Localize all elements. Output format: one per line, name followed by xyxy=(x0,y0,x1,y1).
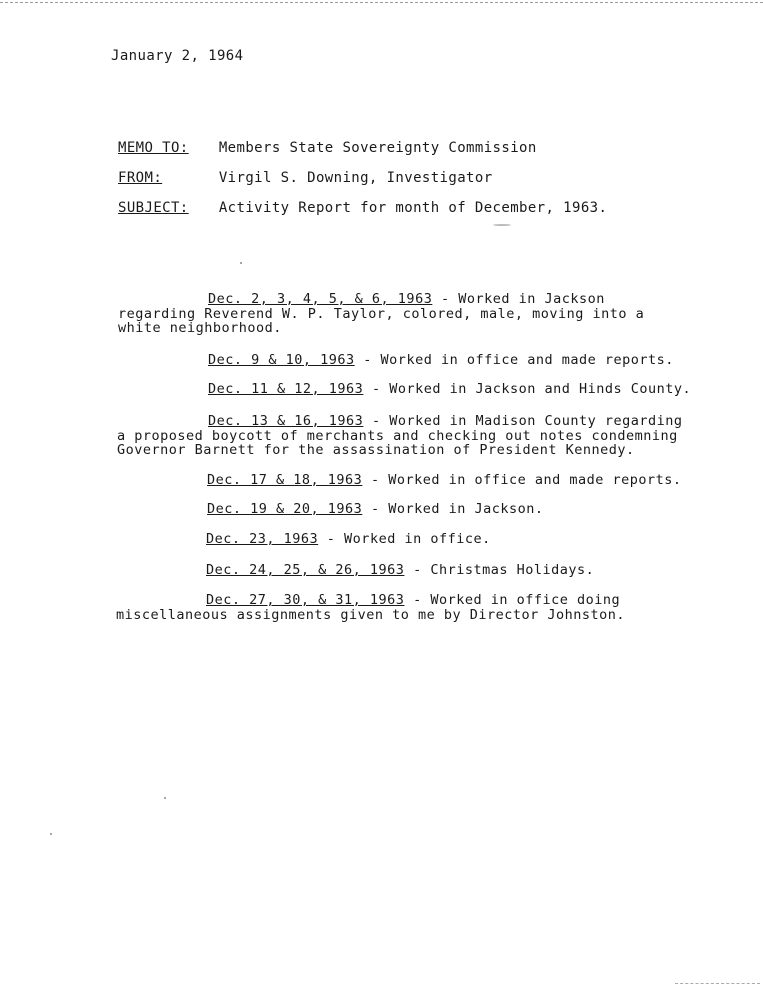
memo-subject-label: SUBJECT: xyxy=(118,200,189,216)
memo-from-label: FROM: xyxy=(118,170,163,186)
scan-speck xyxy=(164,797,166,799)
entry-9-first-line xyxy=(206,593,620,608)
entry-6-first-line xyxy=(207,502,544,517)
memo-from-row xyxy=(118,170,493,186)
entry-7-first-line xyxy=(206,532,491,547)
entry-4-cont-2: Governor Barnett for the assassination of President Kennedy. xyxy=(117,442,635,458)
entry-7-text: - Worked in office. xyxy=(318,531,491,547)
memo-to-label: MEMO TO: xyxy=(118,140,189,156)
scan-speck xyxy=(240,262,242,264)
entry-9-text: - Worked in office doing xyxy=(404,592,621,608)
page-top-edge xyxy=(0,2,763,3)
entry-3-text: - Worked in Jackson and Hinds County. xyxy=(363,381,692,397)
entry-2-date: Dec. 9 & 10, 1963 xyxy=(208,352,355,368)
entry-9-cont-1: miscellaneous assignments given to me by Director Johnston. xyxy=(116,607,626,623)
memo-date: January 2, 1964 xyxy=(111,48,244,64)
entry-4-text: - Worked in Madison County regarding xyxy=(363,413,683,429)
entry-8-text: - Christmas Holidays. xyxy=(404,562,595,578)
entry-1-first-line xyxy=(208,292,605,307)
scan-speck xyxy=(50,833,52,835)
entry-8-date: Dec. 24, 25, & 26, 1963 xyxy=(206,562,405,578)
entry-1-cont-2: white neighborhood. xyxy=(118,320,282,336)
entry-4-cont-1: a proposed boycott of merchants and checking out notes condemning xyxy=(117,428,678,444)
entry-7-date: Dec. 23, 1963 xyxy=(206,531,319,547)
memo-subject-value: Activity Report for month of December, 1963. xyxy=(218,200,608,216)
entry-5-date: Dec. 17 & 18, 1963 xyxy=(207,472,363,488)
entry-1-cont-1: regarding Reverend W. P. Taylor, colored, male, moving into a xyxy=(118,306,645,322)
scan-artifact xyxy=(493,224,511,226)
entry-2-first-line xyxy=(208,353,674,368)
entry-5-first-line xyxy=(207,473,682,488)
entry-6-text: - Worked in Jackson. xyxy=(362,501,544,517)
entry-5-text: - Worked in office and made reports. xyxy=(362,472,682,488)
memo-from-value: Virgil S. Downing, Investigator xyxy=(218,170,493,186)
entry-2-text: - Worked in office and made reports. xyxy=(354,352,674,368)
memo-to-row xyxy=(118,140,537,156)
entry-4-date: Dec. 13 & 16, 1963 xyxy=(208,413,364,429)
entry-6-date: Dec. 19 & 20, 1963 xyxy=(207,501,363,517)
memo-subject-row xyxy=(118,200,607,216)
entry-9-date: Dec. 27, 30, & 31, 1963 xyxy=(206,592,405,608)
entry-4-first-line xyxy=(208,414,683,429)
entry-3-date: Dec. 11 & 12, 1963 xyxy=(208,381,364,397)
entry-1-text: - Worked in Jackson xyxy=(432,291,605,307)
entry-8-first-line xyxy=(206,563,594,578)
entry-3-first-line xyxy=(208,382,691,397)
memo-to-value: Members State Sovereignty Commission xyxy=(218,140,537,156)
page-bottom-edge xyxy=(675,983,760,984)
entry-1-date: Dec. 2, 3, 4, 5, & 6, 1963 xyxy=(208,291,433,307)
